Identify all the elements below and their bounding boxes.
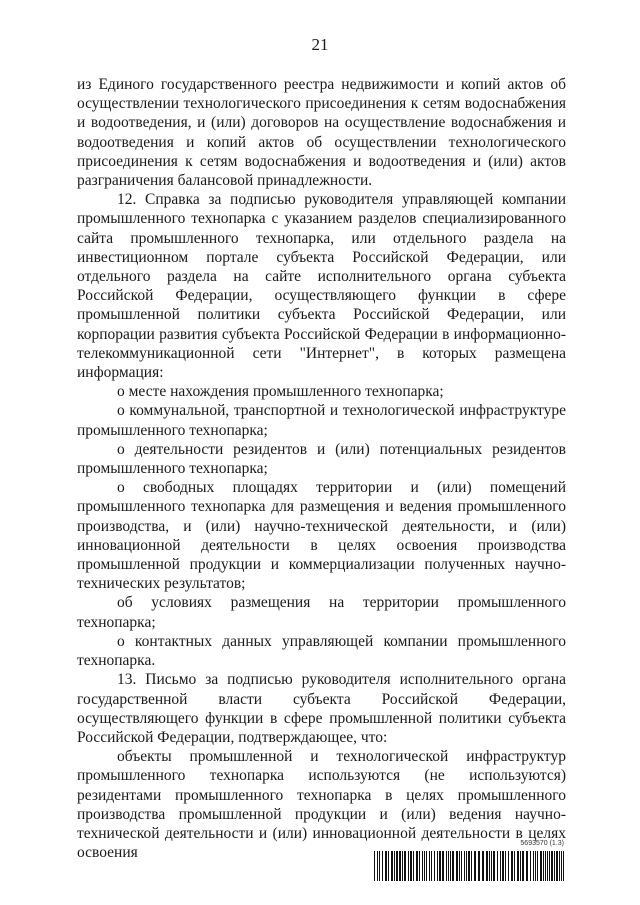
paragraph: о свободных площадях территории и (или) помещений промышленного технопарка для размещения и ведения промышленного производства, и (или) научно-технической деятельности, и (или) инновационной деятельности в целях освоения производства промышленной продукции и коммерциализации полученных научно-технических результатов;: [77, 479, 566, 593]
paragraph: 12. Справка за подписью руководителя управляющей компании промышленного технопарка с указанием разделов специализированного сайта промышленного технопарка, или отдельного раздела на инвестиционном портале субъекта Российской Федерации, или отдельного раздела на сайте исполнительного органа субъекта Российской Федерации, осуществляющего функции в сфере промышленной политики субъекта Российской Федерации, или корпорации развития субъекта Российской Федерации в информационно-телекоммуникационной сети "Интернет", в которых размещена информация:: [77, 191, 566, 382]
paragraph: об условиях размещения на территории промышленного технопарка;: [77, 594, 566, 631]
paragraph: о контактных данных управляющей компании промышленного технопарка.: [77, 632, 566, 670]
paragraph: 13. Письмо за подписью руководителя исполнительного органа государственной власти субъекта Российской Федерации, осуществляющего функции в сфере промышленной политики субъекта Российской Федерации, подтверждающее, что:: [77, 671, 566, 746]
paragraph: о коммунальной, транспортной и технологической инфраструктуре промышленного технопарка;: [77, 402, 566, 439]
page-number: 21: [311, 35, 329, 54]
document-body: [77, 75, 566, 862]
paragraph: объекты промышленной и технологической инфраструктур промышленного технопарка используются (не используются) резидентами промышленного технопарка в целях промышленного производства промышленной продукции и (или) ведения научно-технической деятельности и (или) инновационной деятельности в целях освоения: [77, 748, 566, 862]
barcode-icon: [374, 851, 564, 881]
paragraph: из Единого государственного реестра недвижимости и копий актов об осуществлении технологического присоединения к сетям водоснабжения и водоотведения, и (или) договоров на осуществление водоснабжения и водоотведения и копий актов об осуществлении технологического присоединения к сетям водоснабжения и водоотведения и (или) актов разграничения балансовой принадлежности.: [77, 76, 566, 190]
paragraph: о деятельности резидентов и (или) потенциальных резидентов промышленного технопарка;: [77, 440, 566, 478]
barcode-code: 5693570 (1.3): [520, 840, 564, 847]
barcode-block: [374, 840, 564, 884]
paragraph: о месте нахождения промышленного технопарка;: [117, 383, 444, 401]
